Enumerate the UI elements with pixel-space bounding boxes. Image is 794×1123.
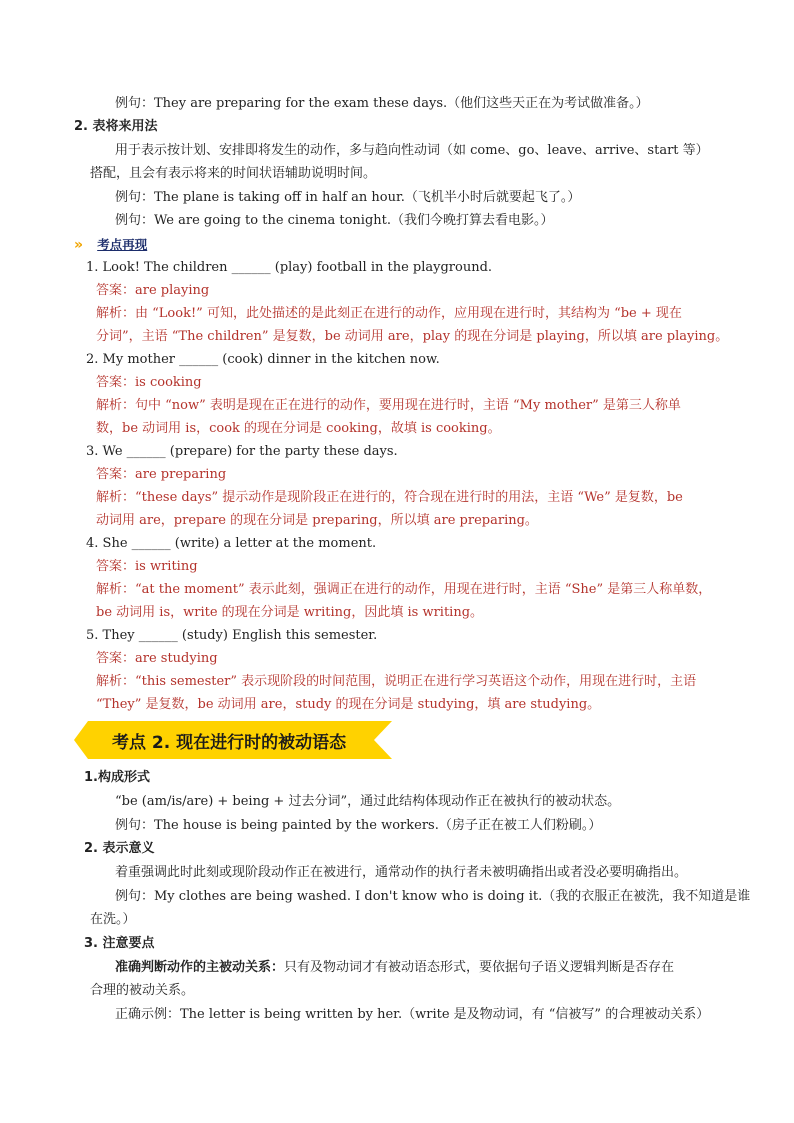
section-banner — [74, 718, 400, 762]
question: 3. We ______ (prepare) for the party these days. — [86, 444, 398, 459]
example-sentence: 例句：The house is being painted by the workers.（房子正在被工人们粉刷。） — [115, 818, 602, 833]
emphasis-text: 准确判断动作的主被动关系： — [115, 960, 285, 975]
subheading-row — [74, 236, 147, 255]
answer: 答案：is cooking — [96, 375, 202, 390]
double-chevron-right-icon: » — [74, 237, 84, 253]
question: 4. She ______ (write) a letter at the moment. — [86, 536, 377, 551]
example-sentence: 正确示例：The letter is being written by her.（write 是及物动词，有 “信被写” 的合理被动关系） — [115, 1007, 710, 1022]
explanation: 分词”，主语 “The children” 是复数，be 动词用 are，play 的现在分词是 playing，所以填 are playing。 — [96, 329, 729, 344]
banner-title: 考点 2. 现在进行时的被动语态 — [112, 733, 347, 753]
explanation: 解析：“this semester” 表示现阶段的时间范围，说明正在进行学习英语这个动作，用现在进行时，主语 — [96, 674, 697, 689]
answer: 答案：are studying — [96, 651, 218, 666]
answer: 答案：are playing — [96, 283, 210, 298]
example-sentence: 例句：The plane is taking off in half an hour.（飞机半小时后就要起飞了。） — [115, 190, 581, 205]
question: 1. Look! The children ______ (play) football in the playground. — [86, 260, 493, 275]
explanation: 数，be 动词用 is，cook 的现在分词是 cooking，故填 is cooking。 — [96, 421, 501, 436]
question: 5. They ______ (study) English this semester. — [86, 628, 378, 643]
answer: 答案：is writing — [96, 559, 198, 574]
paragraph-line: 着重强调此时此刻或现阶段动作正在被进行，通常动作的执行者未被明确指出或者没必要明确指出。 — [115, 865, 688, 880]
explanation: 动词用 are，prepare 的现在分词是 preparing，所以填 are preparing。 — [96, 513, 538, 528]
example-sentence: 例句：They are preparing for the exam these days.（他们这些天正在为考试做准备。） — [115, 96, 649, 111]
paragraph-line: 合理的被动关系。 — [90, 983, 195, 998]
explanation: 解析：句中 “now” 表明是现在正在进行的动作，要用现在进行时，主语 “My mother” 是第三人称单 — [96, 398, 681, 413]
question: 2. My mother ______ (cook) dinner in the kitchen now. — [86, 352, 440, 367]
paragraph-line: 用于表示按计划、安排即将发生的动作，多与趋向性动词（如 come、go、leave、arrive、start 等） — [115, 143, 709, 158]
paragraph-text: 只有及物动词才有被动语态形式，要依据句子语义逻辑判断是否存在 — [284, 960, 675, 975]
paragraph-line: 搭配，且会有表示将来的时间状语辅助说明时间。 — [90, 166, 377, 181]
paragraph-line: “be (am/is/are) + being + 过去分词”，通过此结构体现动作正在被执行的被动状态。 — [115, 794, 621, 809]
answer: 答案：are preparing — [96, 467, 227, 482]
section-heading: 3. 注意要点 — [84, 936, 155, 951]
paragraph-line: 在洗。） — [90, 912, 136, 927]
subheading: 考点再现 — [97, 237, 148, 252]
example-sentence: 例句：My clothes are being washed. I don't know who is doing it.（我的衣服正在被洗，我不知道是谁 — [115, 889, 751, 904]
example-sentence: 例句：We are going to the cinema tonight.（我们今晚打算去看电影。） — [115, 213, 554, 228]
explanation: be 动词用 is，write 的现在分词是 writing，因此填 is writing。 — [96, 605, 484, 620]
explanation: 解析：由 “Look!” 可知，此处描述的是此刻正在进行的动作，应用现在进行时，其结构为 “be + 现在 — [96, 306, 682, 321]
section-heading: 2. 表将来用法 — [74, 119, 158, 134]
section-heading: 2. 表示意义 — [84, 841, 155, 856]
explanation: 解析：“these days” 提示动作是现阶段正在进行的，符合现在进行时的用法，主语 “We” 是复数，be — [96, 490, 683, 505]
explanation: 解析：“at the moment” 表示此刻，强调正在进行的动作，用现在进行时，主语 “She” 是第三人称单数， — [96, 582, 712, 597]
section-heading: 1.构成形式 — [84, 770, 150, 785]
paragraph-line — [115, 959, 674, 977]
explanation: “They” 是复数，be 动词用 are，study 的现在分词是 studying，填 are studying。 — [96, 697, 601, 712]
